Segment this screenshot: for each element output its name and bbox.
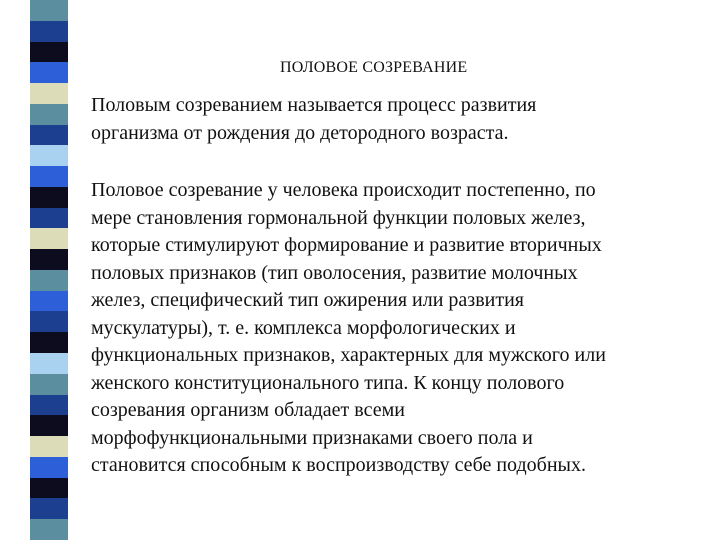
slide-title: ПОЛОВОЕ СОЗРЕВАНИЕ — [280, 59, 468, 76]
stripe-segment — [30, 457, 68, 478]
paragraph-line: мускулатуры), т. е. комплекса морфологических и — [91, 316, 516, 339]
paragraph-line: Половое созревание у человека происходит постепенно, по — [91, 179, 596, 201]
stripe-segment — [30, 353, 68, 374]
paragraph-description — [91, 177, 715, 480]
paragraph-line: становится способным к воспроизводству себе подобных. — [91, 454, 586, 476]
stripe-segment — [30, 125, 68, 146]
stripe-segment — [30, 311, 68, 332]
stripe-segment — [30, 0, 68, 21]
paragraph-line: созревания организм обладает всеми — [91, 399, 405, 421]
stripe-segment — [30, 519, 68, 540]
stripe-segment — [30, 104, 68, 125]
stripe-segment — [30, 436, 68, 457]
stripe-segment — [30, 291, 68, 312]
stripe-segment — [30, 62, 68, 83]
stripe-segment — [30, 208, 68, 229]
paragraph-line: морфофункциональными признаками своего пола и — [91, 426, 533, 449]
stripe-segment — [30, 228, 68, 249]
paragraph-line: мере становления гормональной функции половых желез, — [91, 206, 586, 229]
paragraph-line: желез, специфический тип ожирения или развития — [91, 289, 524, 311]
decorative-stripe-bar — [30, 0, 68, 540]
paragraph-line: организма от рождения до детородного возраста. — [91, 121, 509, 144]
paragraph-definition — [91, 92, 715, 147]
stripe-segment — [30, 478, 68, 499]
stripe-segment — [30, 332, 68, 353]
paragraph-line: половых признаков (тип оволосения, развитие молочных — [91, 261, 578, 284]
paragraph-line: которые стимулируют формирование и развитие вторичных — [91, 234, 602, 256]
paragraph-line: женского конституционального типа. К концу полового — [91, 371, 565, 394]
stripe-segment — [30, 498, 68, 519]
stripe-segment — [30, 415, 68, 436]
stripe-segment — [30, 395, 68, 416]
stripe-segment — [30, 187, 68, 208]
paragraph-line: Половым созреванием называется процесс развития — [91, 94, 537, 116]
stripe-segment — [30, 83, 68, 104]
stripe-segment — [30, 374, 68, 395]
stripe-segment — [30, 21, 68, 42]
stripe-segment — [30, 270, 68, 291]
stripe-segment — [30, 166, 68, 187]
paragraph-line: функциональных признаков, характерных для мужского или — [91, 344, 606, 366]
stripe-segment — [30, 42, 68, 63]
stripe-segment — [30, 249, 68, 270]
stripe-segment — [30, 145, 68, 166]
